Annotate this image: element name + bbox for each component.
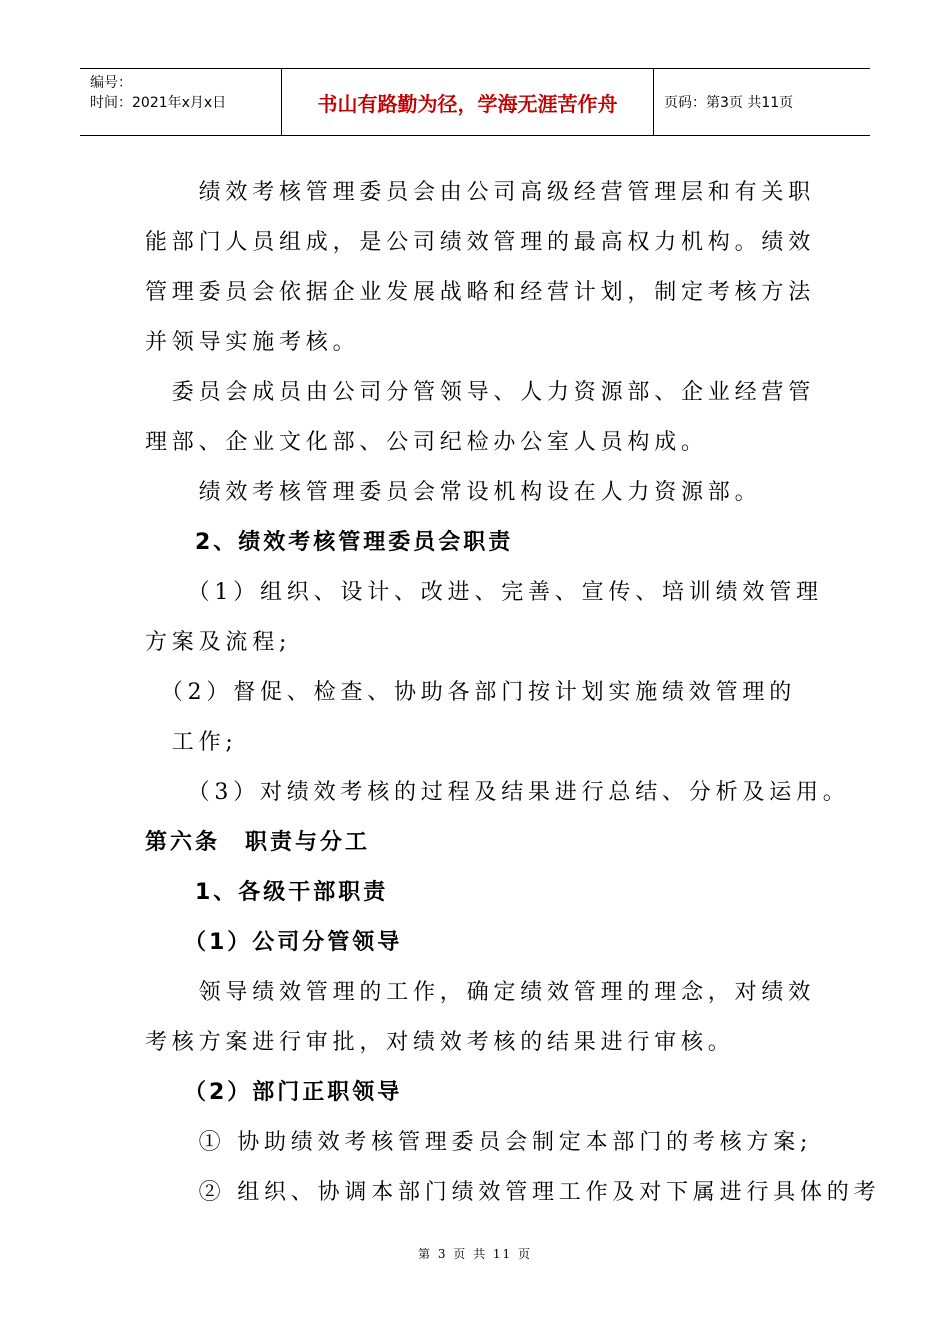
document-time-label: 时间：2021年x月x日 [90,95,227,111]
body-line: 方案及流程; [145,630,292,655]
section-heading: 1、各级干部职责 [145,880,389,905]
article-heading: 第六条 职责与分工 [145,830,371,855]
header-page-info: 页码：第3页 共11页 [664,95,794,111]
body-line: 理部、企业文化部、公司纪检办公室人员构成。 [145,430,708,455]
page-footer: 第 3 页 共 11 页 [418,1247,532,1261]
header-motto: 书山有路勤为径，学海无涯苦作舟 [282,69,654,135]
body-line: （3）对绩效考核的过程及结果进行总结、分析及运用。 [145,780,850,805]
body-line: 工作; [145,730,238,755]
body-line: ② 组织、协调本部门绩效管理工作及对下属进行具体的考 [145,1180,881,1205]
body-line: 绩效考核管理委员会常设机构设在人力资源部。 [145,480,762,505]
body-line: 并领导实施考核。 [145,330,360,355]
subsection-heading: （2）部门正职领导 [145,1080,403,1105]
body-line: 绩效考核管理委员会由公司高级经营管理层和有关职 [145,180,816,205]
header-meta [80,69,282,135]
body-line: 能部门人员组成，是公司绩效管理的最高权力机构。绩效 [145,230,816,255]
subsection-heading: （1）公司分管领导 [145,930,403,955]
body-line: 委员会成员由公司分管领导、人力资源部、企业经营管 [145,380,816,405]
document-header [80,68,870,136]
body-line: （2）督促、检查、协助各部门按计划实施绩效管理的 [145,680,796,705]
body-line: 考核方案进行审批，对绩效考核的结果进行审核。 [145,1030,735,1055]
body-line: 管理委员会依据企业发展战略和经营计划，制定考核方法 [145,280,816,305]
body-line: 领导绩效管理的工作，确定绩效管理的理念，对绩效 [145,980,816,1005]
section-heading: 2、绩效考核管理委员会职责 [145,530,514,555]
body-line: （1）组织、设计、改进、完善、宣传、培训绩效管理 [145,580,823,605]
document-number-label: 编号： [90,75,132,91]
body-line: ① 协助绩效考核管理委员会制定本部门的考核方案; [145,1130,813,1155]
